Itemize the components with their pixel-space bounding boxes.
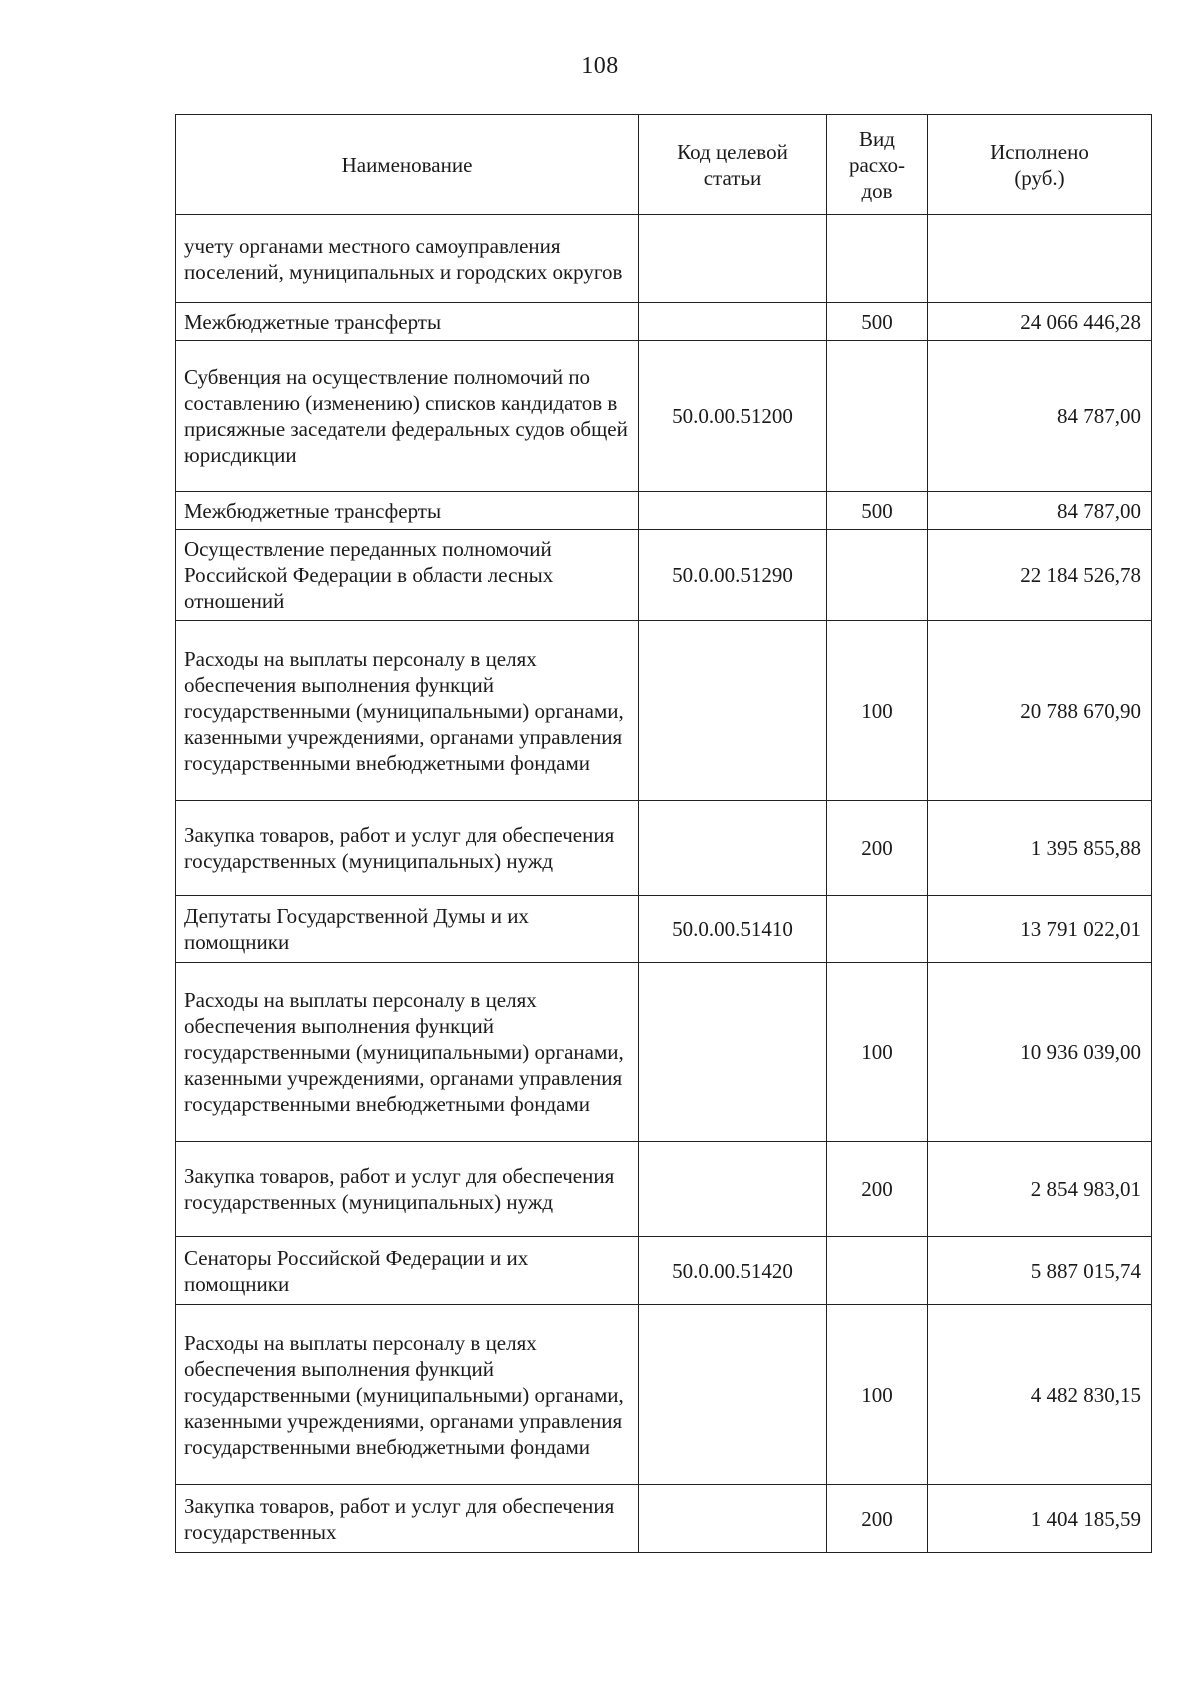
- header-executed-amount: [928, 115, 1152, 215]
- table-row: [176, 1485, 1152, 1553]
- header-sum-line-1: Исполнено: [990, 139, 1089, 164]
- header-target-code: [639, 115, 827, 215]
- cell-sum: 24 066 446,28: [928, 303, 1152, 341]
- cell-sum: 5 887 015,74: [928, 1237, 1152, 1305]
- cell-code: 50.0.00.51420: [639, 1237, 827, 1305]
- cell-type: 100: [827, 621, 928, 801]
- header-expense-type: [827, 115, 928, 215]
- header-name-label: Наименование: [341, 152, 473, 177]
- cell-type: 500: [827, 303, 928, 341]
- table-row: [176, 341, 1152, 492]
- cell-sum: 1 395 855,88: [928, 801, 1152, 896]
- cell-code: 50.0.00.51290: [639, 530, 827, 621]
- cell-code: [639, 492, 827, 530]
- cell-sum: 22 184 526,78: [928, 530, 1152, 621]
- cell-name: Расходы на выплаты персоналу в целях обеспечения выполнения функций государственными (муниципальными) органами, казенными учреждениями, органами управления государственными внебюджетными фондами: [176, 621, 639, 801]
- cell-code: 50.0.00.51410: [639, 896, 827, 963]
- cell-name: Межбюджетные трансферты: [176, 492, 639, 530]
- cell-name: Субвенция на осуществление полномочий по составлению (изменению) списков кандидатов в присяжные заседатели федеральных судов общей юрисдикции: [176, 341, 639, 492]
- cell-code: [639, 621, 827, 801]
- table-row: [176, 1305, 1152, 1485]
- cell-sum: [928, 215, 1152, 303]
- cell-name: Закупка товаров, работ и услуг для обеспечения государственных: [176, 1485, 639, 1553]
- cell-type: [827, 896, 928, 963]
- cell-code: [639, 1142, 827, 1237]
- cell-type: [827, 215, 928, 303]
- cell-name: Расходы на выплаты персоналу в целях обеспечения выполнения функций государственными (муниципальными) органами, казенными учреждениями, органами управления государственными внебюджетными фондами: [176, 1305, 639, 1485]
- cell-sum: 84 787,00: [928, 341, 1152, 492]
- table-row: [176, 621, 1152, 801]
- cell-code: [639, 215, 827, 303]
- cell-type: [827, 530, 928, 621]
- table-row: [176, 303, 1152, 341]
- cell-type: [827, 341, 928, 492]
- cell-code: [639, 963, 827, 1142]
- header-name: [176, 115, 639, 215]
- budget-execution-table: [175, 114, 1152, 1553]
- cell-type: 100: [827, 963, 928, 1142]
- cell-sum: 84 787,00: [928, 492, 1152, 530]
- cell-name: Закупка товаров, работ и услуг для обеспечения государственных (муниципальных) нужд: [176, 801, 639, 896]
- cell-code: [639, 801, 827, 896]
- cell-type: [827, 1237, 928, 1305]
- table-row: [176, 1237, 1152, 1305]
- header-type-line-1: Вид: [859, 126, 895, 151]
- cell-sum: 20 788 670,90: [928, 621, 1152, 801]
- header-type-line-3: дов: [861, 178, 893, 203]
- table-row: [176, 492, 1152, 530]
- header-sum-line-2: (руб.): [1014, 165, 1065, 190]
- cell-sum: 2 854 983,01: [928, 1142, 1152, 1237]
- table-row: [176, 215, 1152, 303]
- cell-code: 50.0.00.51200: [639, 341, 827, 492]
- cell-name: Закупка товаров, работ и услуг для обеспечения государственных (муниципальных) нужд: [176, 1142, 639, 1237]
- cell-code: [639, 1485, 827, 1553]
- cell-sum: 1 404 185,59: [928, 1485, 1152, 1553]
- page-number: 108: [581, 53, 619, 79]
- cell-sum: 4 482 830,15: [928, 1305, 1152, 1485]
- header-code-line-2: статьи: [703, 165, 762, 190]
- header-code-line-1: Код целевой: [677, 139, 788, 164]
- cell-sum: 10 936 039,00: [928, 963, 1152, 1142]
- cell-name: Депутаты Государственной Думы и их помощники: [176, 896, 639, 963]
- cell-name: Расходы на выплаты персоналу в целях обеспечения выполнения функций государственными (муниципальными) органами, казенными учреждениями, органами управления государственными внебюджетными фондами: [176, 963, 639, 1142]
- table-header-row: [176, 115, 1152, 215]
- table-row: [176, 1142, 1152, 1237]
- cell-type: 200: [827, 1485, 928, 1553]
- table-row: [176, 530, 1152, 621]
- cell-sum: 13 791 022,01: [928, 896, 1152, 963]
- cell-type: 500: [827, 492, 928, 530]
- cell-type: 100: [827, 1305, 928, 1485]
- table-row: [176, 896, 1152, 963]
- table-row: [176, 801, 1152, 896]
- cell-name: Сенаторы Российской Федерации и их помощники: [176, 1237, 639, 1305]
- cell-code: [639, 303, 827, 341]
- cell-name: учету органами местного самоуправления поселений, муниципальных и городских округов: [176, 215, 639, 303]
- cell-type: 200: [827, 1142, 928, 1237]
- table-row: [176, 963, 1152, 1142]
- cell-name: Межбюджетные трансферты: [176, 303, 639, 341]
- header-type-line-2: расхо-: [848, 152, 906, 177]
- cell-code: [639, 1305, 827, 1485]
- cell-type: 200: [827, 801, 928, 896]
- cell-name: Осуществление переданных полномочий Российской Федерации в области лесных отношений: [176, 530, 639, 621]
